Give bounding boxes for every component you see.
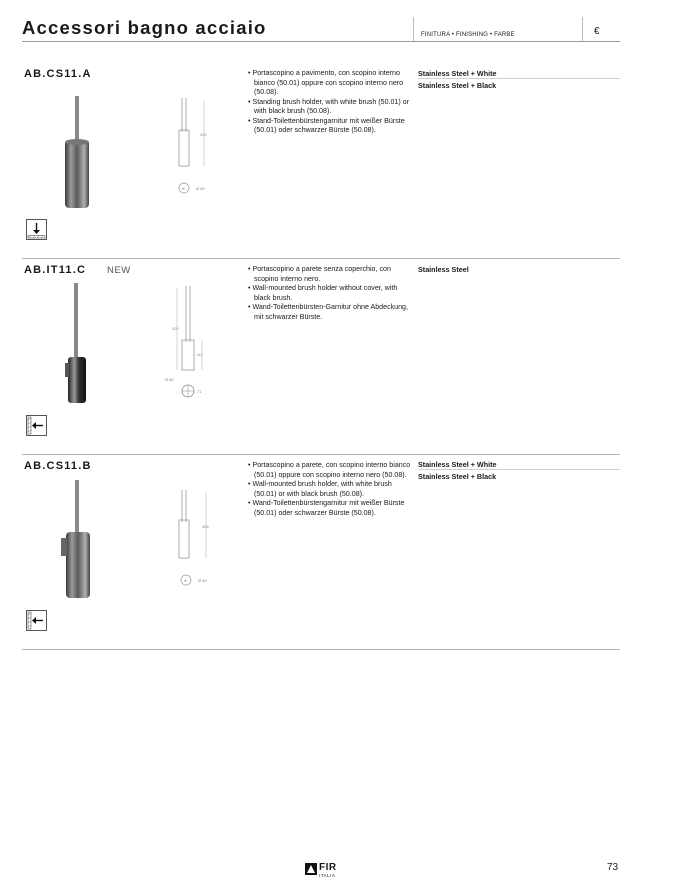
description-de: • Wand-Toilettenbürsten-Garnitur ohne Abdeckung, mit schwarzer Bürste.	[248, 303, 414, 322]
logo-subtext: ITALIA	[319, 873, 336, 878]
section-rule	[22, 649, 620, 650]
logo-text: FIR	[319, 862, 337, 873]
description-it: • Portascopino a parete, con scopino interno bianco (50.01) oppure con scopino interno nero (50.08).	[248, 461, 414, 480]
new-badge: NEW	[107, 265, 131, 276]
page-number: 73	[607, 862, 619, 873]
product-code: AB.IT11.C	[24, 264, 87, 276]
section-rule	[22, 258, 620, 259]
technical-drawing	[164, 284, 214, 406]
header-rule	[22, 41, 620, 42]
wall-mount-icon	[26, 610, 47, 631]
finish-option: Stainless Steel	[418, 265, 469, 274]
description-de: • Stand-Toilettenbürstengarnitur mit weißer Bürste (50.01) oder schwarzer Bürste (50.08).	[248, 117, 414, 136]
description-de: • Wand-Toilettenbürstengarnitur mit weißer Bürste (50.01) oder schwarzer Bürste (50.08).	[248, 499, 414, 518]
dimension-height: 420	[172, 326, 179, 331]
dimension-diameter: Ø 80	[196, 186, 205, 191]
description-en: • Wall-mounted brush holder without cover, with black brush.	[248, 284, 414, 303]
page-title: Accessori bagno acciaio	[22, 17, 267, 38]
product-photo	[58, 480, 96, 602]
wall-mount-icon	[26, 415, 47, 436]
product-photo	[58, 96, 96, 212]
description-en: • Wall-mounted brush holder, with white brush (50.01) or with black brush (50.08).	[248, 480, 414, 499]
finish-option: Stainless Steel + Black	[418, 472, 497, 481]
dimension-diameter: Ø 80	[198, 578, 207, 583]
product-code: AB.CS11.A	[24, 68, 92, 80]
finish-option: Stainless Steel + Black	[418, 81, 497, 90]
svg-text:⊕: ⊕	[182, 187, 185, 191]
product-code: AB.CS11.B	[24, 460, 92, 472]
currency-column-header: €	[594, 26, 600, 37]
description-it: • Portascopino a parete senza coperchio, con scopino interno nero.	[248, 265, 414, 284]
product-photo	[60, 283, 94, 407]
finish-option: Stainless Steel + White	[418, 460, 497, 469]
product-description	[248, 265, 414, 322]
header-divider	[582, 17, 583, 41]
header-divider	[413, 17, 414, 41]
dimension-diameter: Ø 80	[165, 377, 174, 382]
finish-divider	[418, 78, 620, 79]
technical-drawing	[172, 488, 222, 592]
brand-logo	[305, 862, 351, 878]
description-it: • Portascopino a pavimento, con scopino interno bianco (50.01) oppure con scopino interno nero (50.08).	[248, 69, 414, 98]
dimension-height: 406	[202, 524, 209, 529]
finish-divider	[418, 469, 620, 470]
logo-icon	[305, 863, 317, 875]
description-en: • Standing brush holder, with white brush (50.01) or with black brush (50.08).	[248, 98, 414, 117]
product-description	[248, 461, 414, 518]
technical-drawing	[172, 96, 222, 200]
dimension-height-body: 142	[196, 352, 203, 357]
dimension-depth: 71	[197, 389, 202, 394]
svg-text:⊕: ⊕	[184, 579, 187, 583]
product-description	[248, 69, 414, 136]
floor-mount-icon	[26, 219, 47, 240]
dimension-height: 430	[200, 132, 207, 137]
finish-column-header: FINITURA • FINISHING • FARBE	[421, 32, 515, 38]
section-rule	[22, 454, 620, 455]
finish-option: Stainless Steel + White	[418, 69, 497, 78]
